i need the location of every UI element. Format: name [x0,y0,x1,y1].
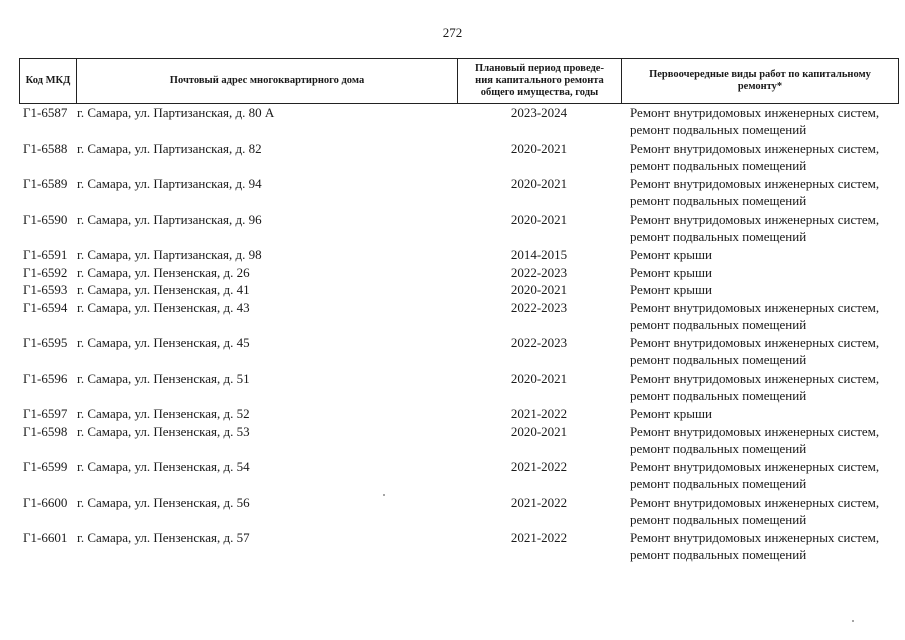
cell-code: Г1-6595 [23,335,68,350]
header-period-line1: Плановый период проведе- [475,63,604,74]
header-code-label: Код МКД [25,75,71,86]
cell-address: г. Самара, ул. Пензенская, д. 45 [77,335,250,350]
table-row [19,104,898,140]
cell-period: 2020-2021 [510,211,568,227]
cell-works-line2: ремонт подвальных помещений [630,511,807,527]
cell-code: Г1-6592 [23,264,68,280]
cell-works [621,529,898,565]
cell-address: г. Самара, ул. Пензенская, д. 51 [77,370,250,386]
cell-works [621,104,898,140]
table-row [19,529,898,565]
table-row [19,299,898,335]
cell-works [621,458,898,494]
cell-works-line1: Ремонт внутридомовых инженерных систем, [630,423,880,439]
cell-works-line2: ремонт подвальных помещений [630,547,807,562]
cell-address: г. Самара, ул. Пензенская, д. 26 [77,264,250,280]
header-works [622,59,899,103]
cell-period: 2020-2021 [510,140,568,156]
table-row [19,370,898,406]
table-row [19,140,898,176]
cell-code: Г1-6593 [23,282,68,297]
cell-works-line1: Ремонт внутридомовых инженерных систем, [630,459,880,474]
cell-code: Г1-6594 [23,299,68,315]
cell-works [621,370,898,406]
cell-works [621,140,898,176]
cell-address: г. Самара, ул. Пензенская, д. 53 [77,423,250,439]
header-works-line1: Первоочередные виды работ по капитальному [649,69,871,80]
header-period-line3: общего имущества, годы [480,87,599,98]
cell-works-line2: ремонт подвальных помещений [630,193,807,208]
table-row [19,281,898,299]
cell-works-line1: Ремонт крыши [630,247,712,262]
cell-works-line1: Ремонт внутридомовых инженерных систем, [630,140,880,156]
cell-period: 2021-2022 [510,530,568,545]
header-works-line2: ремонту* [737,81,783,92]
cell-period: 2021-2022 [510,406,568,421]
cell-period: 2021-2022 [510,459,568,474]
cell-code: Г1-6588 [23,140,68,156]
cell-period: 2022-2023 [510,264,568,280]
cell-address: г. Самара, ул. Пензенская, д. 54 [77,459,250,474]
cell-period: 2020-2021 [510,176,568,191]
cell-works [621,264,898,282]
page-number: 272 [442,25,463,40]
scan-speck [383,494,385,496]
cell-works-line1: Ремонт внутридомовых инженерных систем, [630,211,880,227]
cell-works-line1: Ремонт внутридомовых инженерных систем, [630,105,880,120]
cell-works-line2: ремонт подвальных помещений [630,228,807,244]
cell-period: 2022-2023 [510,335,568,350]
header-code [20,59,77,103]
cell-works [621,423,898,459]
cell-code: Г1-6599 [23,459,68,474]
cell-address: г. Самара, ул. Партизанская, д. 96 [77,211,262,227]
cell-address: г. Самара, ул. Партизанская, д. 98 [77,247,262,262]
cell-works [621,405,898,423]
cell-works-line1: Ремонт внутридомовых инженерных систем, [630,494,880,510]
table-row [19,405,898,423]
table-row [19,264,898,282]
table-row [19,211,898,247]
cell-address: г. Самара, ул. Партизанская, д. 94 [77,176,262,191]
cell-works-line2: ремонт подвальных помещений [630,122,807,137]
cell-code: Г1-6590 [23,211,68,227]
cell-period: 2023-2024 [510,105,568,120]
cell-works-line1: Ремонт крыши [630,282,712,297]
cell-works [621,281,898,299]
cell-address: г. Самара, ул. Пензенская, д. 57 [77,530,250,545]
cell-period: 2021-2022 [510,494,568,510]
cell-code: Г1-6596 [23,370,68,386]
cell-works-line2: ремонт подвальных помещений [630,316,807,332]
cell-period: 2022-2023 [510,299,568,315]
cell-works-line1: Ремонт внутридомовых инженерных систем, [630,176,880,191]
header-address [77,59,458,103]
cell-works [621,175,898,211]
cell-period: 2020-2021 [510,370,568,386]
cell-address: г. Самара, ул. Пензенская, д. 56 [77,494,250,510]
cell-code: Г1-6597 [23,406,68,421]
header-period-line2: ния капитального ремонта [475,75,604,86]
table-row [19,458,898,494]
table-row [19,334,898,370]
table-body [19,104,898,565]
cell-period: 2020-2021 [510,282,568,297]
cell-works [621,211,898,247]
cell-works-line2: ремонт подвальных помещений [630,476,807,491]
cell-works-line2: ремонт подвальных помещений [630,387,807,403]
cell-works [621,299,898,335]
cell-period: 2014-2015 [510,247,568,262]
cell-works-line1: Ремонт крыши [630,264,712,280]
cell-works-line2: ремонт подвальных помещений [630,352,807,367]
cell-code: Г1-6587 [23,105,68,120]
cell-address: г. Самара, ул. Пензенская, д. 43 [77,299,250,315]
cell-code: Г1-6601 [23,530,68,545]
cell-address: г. Самара, ул. Партизанская, д. 82 [77,140,262,156]
cell-period: 2020-2021 [510,423,568,439]
cell-works-line1: Ремонт внутридомовых инженерных систем, [630,530,880,545]
table-row [19,175,898,211]
cell-code: Г1-6600 [23,494,68,510]
cell-works-line1: Ремонт внутридомовых инженерных систем, [630,335,880,350]
header-period [458,59,622,103]
cell-address: г. Самара, ул. Пензенская, д. 52 [77,406,250,421]
table-row [19,423,898,459]
cell-works-line1: Ремонт внутридомовых инженерных систем, [630,299,880,315]
cell-works-line1: Ремонт внутридомовых инженерных систем, [630,370,880,386]
table-row [19,246,898,264]
table-row [19,494,898,530]
cell-code: Г1-6598 [23,423,68,439]
cell-works-line2: ремонт подвальных помещений [630,440,807,456]
scan-speck [852,620,854,622]
cell-works [621,494,898,530]
cell-code: Г1-6591 [23,247,68,262]
cell-works [621,246,898,264]
cell-works [621,334,898,370]
header-address-label: Почтовый адрес многоквартирного дома [169,75,365,86]
cell-address: г. Самара, ул. Пензенская, д. 41 [77,282,250,297]
table-header [19,58,899,104]
cell-works-line2: ремонт подвальных помещений [630,157,807,173]
cell-address: г. Самара, ул. Партизанская, д. 80 А [77,105,275,120]
cell-works-line1: Ремонт крыши [630,406,712,421]
cell-code: Г1-6589 [23,176,68,191]
